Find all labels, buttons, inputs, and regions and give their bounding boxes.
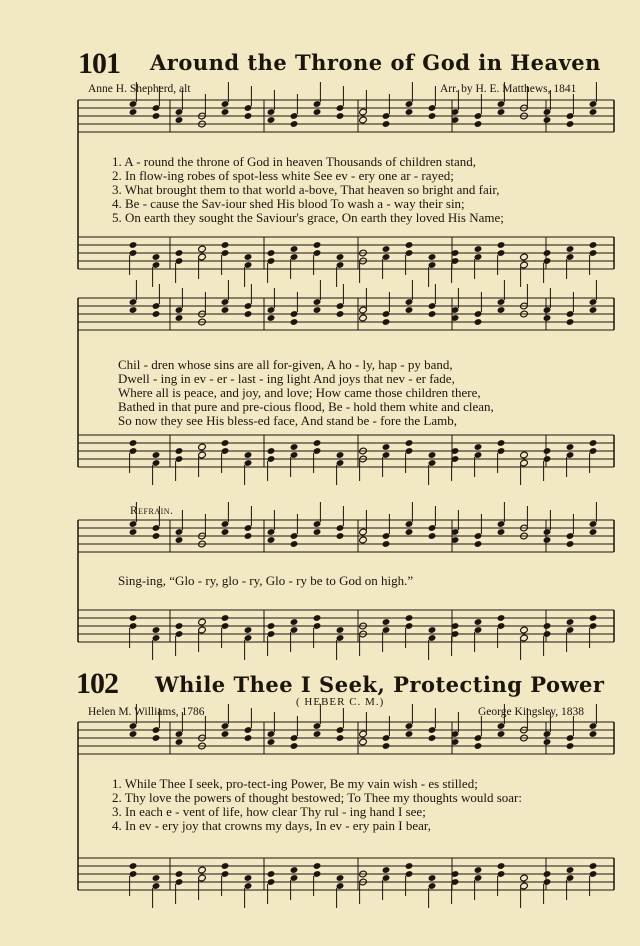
note-head: [290, 443, 299, 451]
note-head: [175, 738, 184, 746]
note-head: [566, 245, 575, 253]
note-head: [520, 459, 529, 467]
note-head: [267, 536, 276, 544]
note-head: [520, 882, 529, 890]
note-head: [474, 540, 483, 548]
note-head: [359, 730, 368, 738]
note-head: [543, 447, 552, 455]
note-head: [198, 626, 207, 634]
hymn-101-verse-4-line-2: Bathed in that pure and pre-cious flood, Be - hold them white and clean,: [118, 399, 494, 414]
refrain-text: Sing-ing, “Glo - ry, glo - ry, Glo - ry be to God on high.”: [118, 573, 414, 588]
note-head: [313, 439, 322, 447]
note-head: [428, 253, 437, 261]
note-head: [520, 626, 529, 634]
note-head: [336, 874, 345, 882]
hymn-101-author: Anne H. Shepherd, alt: [88, 83, 191, 95]
note-head: [543, 249, 552, 257]
note-head: [244, 253, 253, 261]
note-head: [589, 614, 598, 622]
note-head: [198, 874, 207, 882]
note-head: [474, 443, 483, 451]
note-head: [267, 738, 276, 746]
hymn-102-verse-2-line-1: 2. Thy love the powers of thought bestowed; To Thee my thoughts would soar:: [112, 790, 522, 805]
note-head: [589, 439, 598, 447]
note-head: [497, 108, 506, 116]
note-head: [267, 622, 276, 630]
note-head: [221, 306, 230, 314]
note-head: [520, 261, 529, 269]
note-head: [290, 742, 299, 750]
note-head: [566, 443, 575, 451]
note-head: [152, 734, 161, 742]
hymn-102-composer: George Kingsley, 1838: [478, 706, 585, 718]
note-head: [497, 528, 506, 536]
note-head: [474, 866, 483, 874]
hymn-101-verse-1-line-1: 1. A - round the throne of God in heaven Thousands of children stand,: [112, 154, 477, 169]
note-head: [336, 532, 345, 540]
note-head: [129, 730, 138, 738]
hymn-101-verse-3-line-1: 3. What brought them to that world a-bove, That heaven so bright and fair,: [112, 182, 500, 197]
hymn-102-number: 102: [76, 667, 118, 700]
hymn-102-verse-3-line-1: 3. In each e - vent of life, how clear Thy rul - ing hand I see;: [112, 804, 426, 819]
note-head: [428, 451, 437, 459]
note-head: [566, 540, 575, 548]
note-head: [129, 306, 138, 314]
note-head: [359, 738, 368, 746]
note-head: [175, 116, 184, 124]
note-head: [221, 528, 230, 536]
note-head: [382, 618, 391, 626]
note-head: [152, 112, 161, 120]
note-head: [313, 862, 322, 870]
note-head: [152, 451, 161, 459]
note-head: [497, 241, 506, 249]
note-head: [382, 443, 391, 451]
hymn-102-title: While Thee I Seek, Protecting Power: [155, 672, 605, 697]
hymn-101-arranger: Arr. by H. E. Matthews, 1841: [440, 83, 577, 95]
note-head: [336, 112, 345, 120]
note-head: [244, 734, 253, 742]
note-head: [129, 108, 138, 116]
note-head: [474, 318, 483, 326]
hymn-102-verse-1-line-1: 1. While Thee I seek, pro-tect-ing Power, Be my vain wish - es stilled;: [112, 776, 478, 791]
note-head: [497, 614, 506, 622]
hymn-101-verse-3-line-2: Where all is peace, and joy, and love; How came those children there,: [118, 385, 481, 400]
note-head: [129, 862, 138, 870]
note-head: [336, 310, 345, 318]
note-head: [175, 870, 184, 878]
note-head: [313, 614, 322, 622]
note-head: [589, 306, 598, 314]
note-head: [428, 734, 437, 742]
note-head: [290, 618, 299, 626]
note-head: [428, 310, 437, 318]
note-head: [336, 626, 345, 634]
note-head: [497, 730, 506, 738]
note-head: [382, 540, 391, 548]
note-head: [221, 241, 230, 249]
note-head: [543, 738, 552, 746]
note-head: [221, 730, 230, 738]
note-head: [405, 439, 414, 447]
note-head: [244, 626, 253, 634]
note-head: [313, 528, 322, 536]
note-head: [359, 306, 368, 314]
hymn-101-verse-2-line-1: 2. In flow-ing robes of spot-less white See ev - ery one ar - rayed;: [112, 168, 454, 183]
note-head: [221, 108, 230, 116]
note-head: [244, 874, 253, 882]
note-head: [589, 528, 598, 536]
note-head: [267, 116, 276, 124]
note-head: [405, 730, 414, 738]
note-head: [405, 614, 414, 622]
note-head: [198, 443, 207, 451]
note-head: [543, 116, 552, 124]
note-head: [359, 528, 368, 536]
hymn-102-tune: ( HEBER C. M.): [296, 696, 385, 708]
note-head: [198, 866, 207, 874]
note-head: [359, 108, 368, 116]
note-head: [520, 634, 529, 642]
note-head: [198, 618, 207, 626]
note-head: [244, 310, 253, 318]
note-head: [589, 862, 598, 870]
note-head: [474, 245, 483, 253]
note-head: [359, 116, 368, 124]
note-head: [198, 253, 207, 261]
note-head: [543, 870, 552, 878]
note-head: [428, 874, 437, 882]
hymn-102-author: Helen M. Williams, 1786: [88, 706, 205, 718]
note-head: [382, 318, 391, 326]
note-head: [313, 306, 322, 314]
note-head: [336, 451, 345, 459]
note-head: [198, 245, 207, 253]
note-head: [520, 451, 529, 459]
note-head: [152, 532, 161, 540]
note-head: [290, 120, 299, 128]
note-head: [405, 528, 414, 536]
note-head: [497, 862, 506, 870]
hymn-101-number: 101: [78, 47, 120, 80]
note-head: [474, 618, 483, 626]
note-head: [474, 120, 483, 128]
note-head: [129, 241, 138, 249]
hymn-101-verse-4-line-1: 4. Be - cause the Sav-iour shed His blood To wash a - way their sin;: [112, 196, 465, 211]
note-head: [520, 874, 529, 882]
note-head: [175, 249, 184, 257]
note-head: [428, 626, 437, 634]
note-head: [175, 536, 184, 544]
note-head: [290, 245, 299, 253]
note-head: [566, 618, 575, 626]
note-head: [382, 742, 391, 750]
hymn-101-title: Around the Throne of God in Heaven: [150, 50, 601, 75]
note-head: [221, 862, 230, 870]
note-head: [267, 870, 276, 878]
note-head: [267, 249, 276, 257]
note-head: [405, 306, 414, 314]
note-head: [405, 241, 414, 249]
note-head: [497, 306, 506, 314]
hymn-101-verse-2-line-2: Dwell - ing in ev - er - last - ing light And joys that nev - er fade,: [118, 371, 455, 386]
note-head: [382, 120, 391, 128]
note-head: [221, 614, 230, 622]
note-head: [152, 874, 161, 882]
hymn-101-verse-5-line-2: So now they see His bless-ed face, And stand be - fore the Lamb,: [118, 413, 457, 428]
note-head: [244, 451, 253, 459]
note-head: [589, 108, 598, 116]
note-head: [520, 253, 529, 261]
note-head: [175, 622, 184, 630]
hymn-101-verse-5-line-1: 5. On earth they sought the Saviour's grace, On earth they loved His Name;: [112, 210, 504, 225]
note-head: [405, 862, 414, 870]
note-head: [566, 120, 575, 128]
note-head: [589, 241, 598, 249]
note-head: [290, 540, 299, 548]
note-head: [290, 318, 299, 326]
note-head: [129, 614, 138, 622]
note-head: [175, 447, 184, 455]
note-head: [428, 532, 437, 540]
note-head: [129, 439, 138, 447]
hymn-101-verse-1-line-2: Chil - dren whose sins are all for-given, A ho - ly, hap - py band,: [118, 357, 453, 372]
note-head: [474, 742, 483, 750]
note-head: [428, 112, 437, 120]
note-head: [152, 626, 161, 634]
note-head: [152, 310, 161, 318]
note-head: [336, 734, 345, 742]
note-head: [589, 730, 598, 738]
note-head: [566, 866, 575, 874]
note-head: [129, 528, 138, 536]
note-head: [244, 112, 253, 120]
note-head: [405, 108, 414, 116]
note-head: [267, 447, 276, 455]
refrain-label: Refrain.: [130, 505, 174, 517]
note-head: [382, 245, 391, 253]
note-head: [198, 451, 207, 459]
note-head: [244, 532, 253, 540]
note-head: [359, 314, 368, 322]
note-head: [497, 439, 506, 447]
note-head: [359, 536, 368, 544]
note-head: [175, 314, 184, 322]
note-head: [566, 742, 575, 750]
note-head: [313, 108, 322, 116]
note-head: [313, 241, 322, 249]
note-head: [336, 253, 345, 261]
note-head: [267, 314, 276, 322]
note-head: [290, 866, 299, 874]
note-head: [313, 730, 322, 738]
note-head: [221, 439, 230, 447]
note-head: [543, 622, 552, 630]
note-head: [543, 314, 552, 322]
note-head: [382, 866, 391, 874]
hymn-102-verse-4-line-1: 4. In ev - ery joy that crowns my days, In ev - ery pain I bear,: [112, 818, 431, 833]
note-head: [152, 253, 161, 261]
note-head: [543, 536, 552, 544]
note-head: [566, 318, 575, 326]
